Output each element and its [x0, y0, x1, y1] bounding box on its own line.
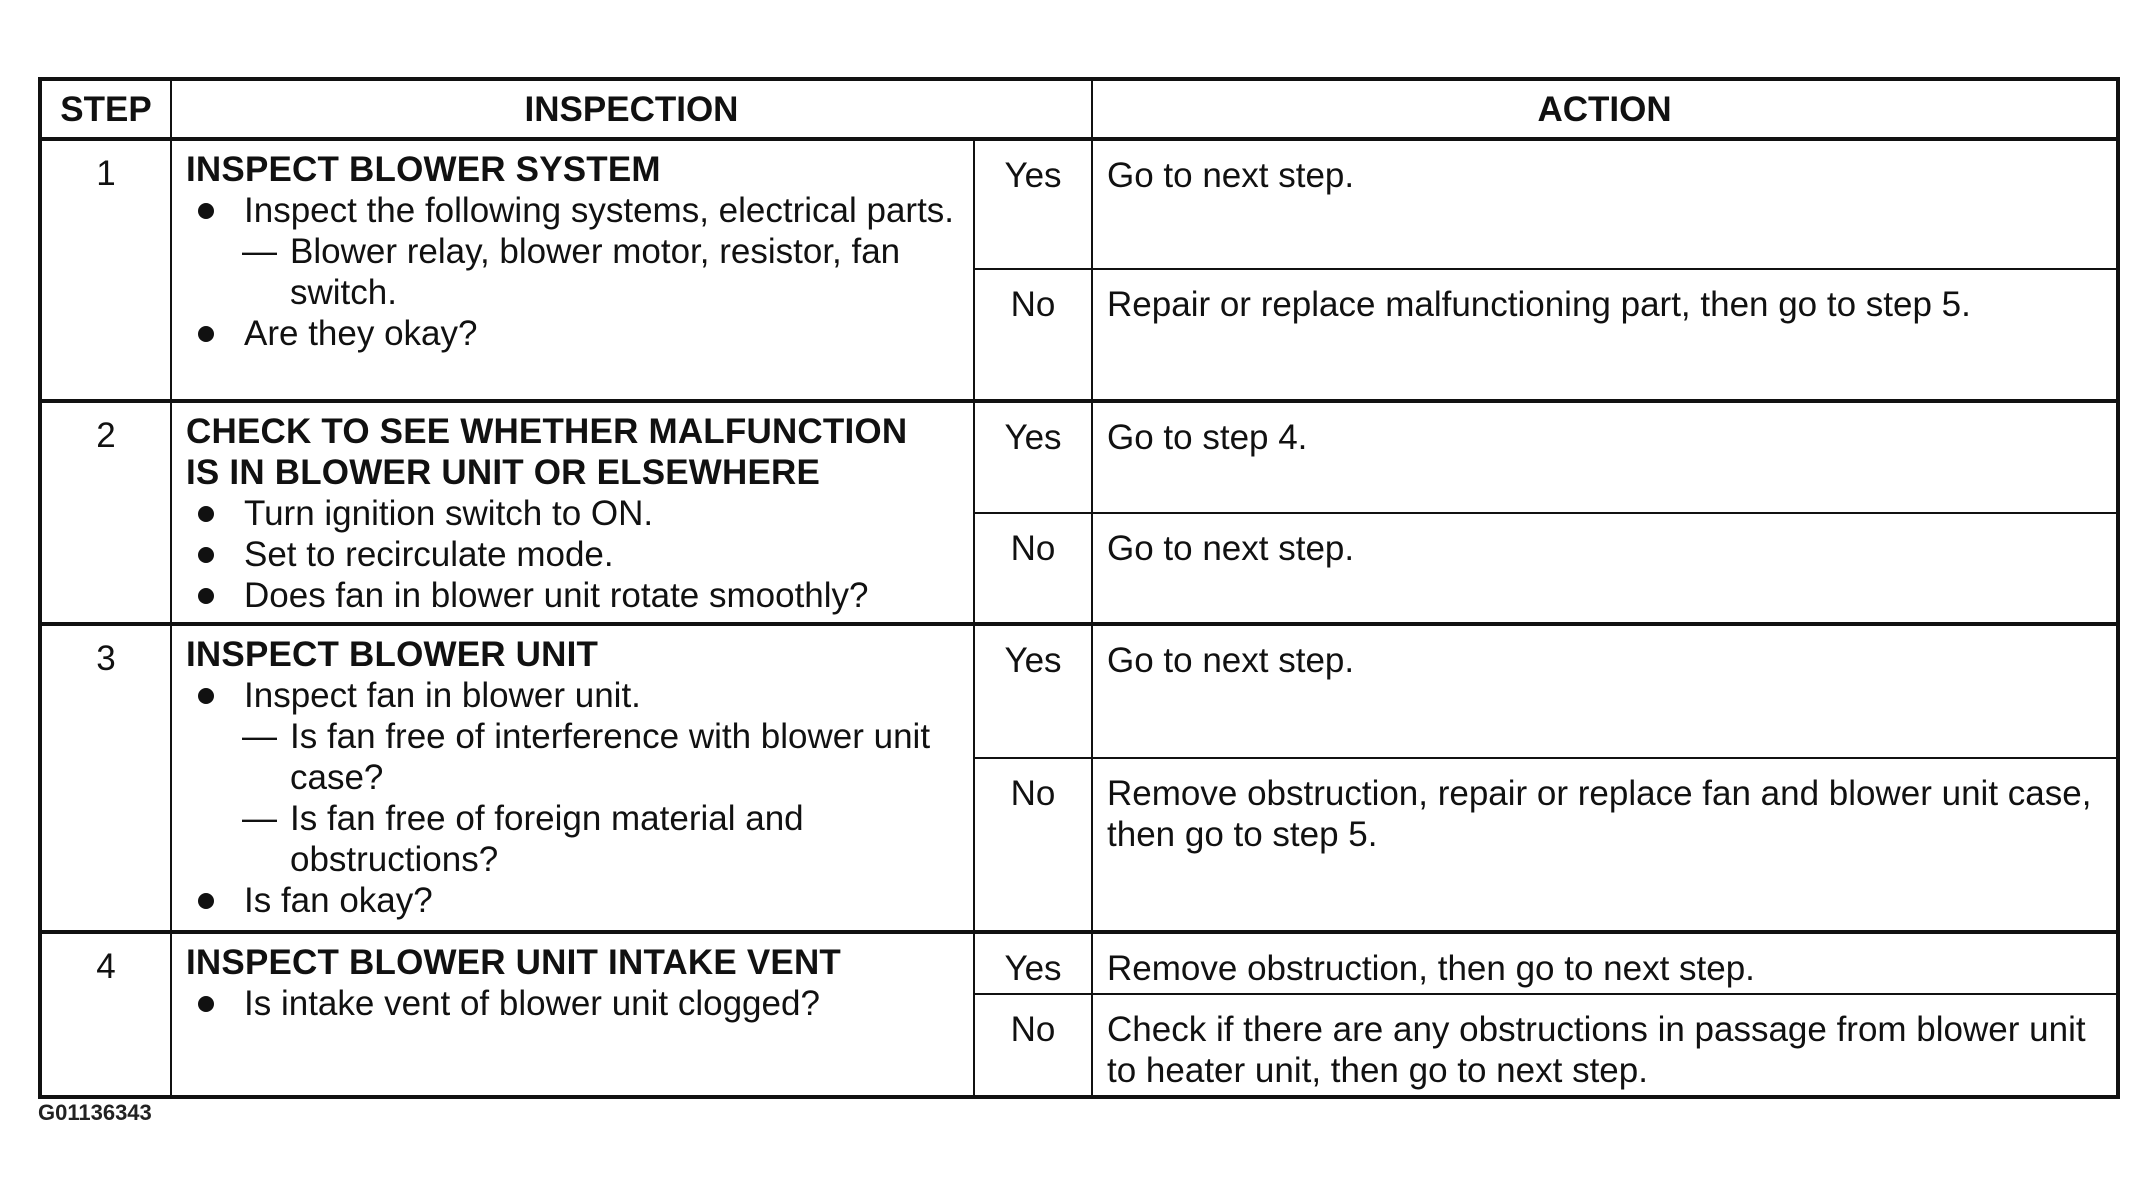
step-number: 4 — [40, 932, 171, 1097]
no-label: No — [974, 269, 1092, 401]
bullet-item: Set to recirculate mode. — [186, 534, 963, 575]
inspection-title: CHECK TO SEE WHETHER MALFUNCTION — [186, 412, 908, 451]
no-action: Check if there are any obstructions in passage from blower unit to heater unit, then go to next step. — [1092, 994, 2118, 1097]
table-body — [40, 139, 2118, 1097]
no-action: Remove obstruction, repair or replace fan and blower unit case, then go to step 5. — [1092, 758, 2118, 932]
bullet-item: Does fan in blower unit rotate smoothly? — [186, 575, 963, 616]
dash-item: — Is fan free of foreign material and obstructions? — [186, 798, 963, 880]
bullet-item: Inspect fan in blower unit. — [186, 675, 963, 716]
dash-item: — Blower relay, blower motor, resistor, fan switch. — [186, 231, 963, 313]
step-number: 3 — [40, 624, 171, 932]
yes-action: Remove obstruction, then go to next step. — [1092, 932, 2118, 994]
yes-action: Go to next step. — [1092, 139, 2118, 269]
step-row-yes — [40, 932, 2118, 994]
yes-label: Yes — [974, 624, 1092, 758]
step-number: 1 — [40, 139, 171, 401]
dash-item: — Is fan free of interference with blower unit case? — [186, 716, 963, 798]
no-action: Repair or replace malfunctioning part, then go to step 5. — [1092, 269, 2118, 401]
no-label: No — [974, 758, 1092, 932]
yes-action: Go to step 4. — [1092, 401, 2118, 513]
step-row-yes — [40, 401, 2118, 513]
inspection-title: INSPECT BLOWER UNIT INTAKE VENT — [186, 943, 841, 982]
step-row-yes — [40, 624, 2118, 758]
bullet-item: Turn ignition switch to ON. — [186, 493, 963, 534]
figure-id: G01136343 — [38, 1100, 152, 1125]
inspection-cell — [171, 932, 974, 1097]
no-label: No — [974, 513, 1092, 625]
step-number: 2 — [40, 401, 171, 624]
yes-label: Yes — [974, 401, 1092, 513]
bullet-item: Are they okay? — [186, 313, 963, 354]
bullet-item: Inspect the following systems, electrical parts. — [186, 190, 963, 231]
diagnostic-table — [38, 77, 2120, 1099]
inspection-title: IS IN BLOWER UNIT OR ELSEWHERE — [186, 453, 821, 492]
inspection-cell — [171, 624, 974, 932]
header-step: STEP — [40, 79, 171, 139]
header-row — [40, 79, 2118, 139]
yes-label: Yes — [974, 139, 1092, 269]
header-action: ACTION — [1092, 79, 2118, 139]
inspection-title: INSPECT BLOWER UNIT — [186, 635, 599, 674]
no-label: No — [974, 994, 1092, 1097]
inspection-title: INSPECT BLOWER SYSTEM — [186, 150, 661, 189]
inspection-cell — [171, 401, 974, 624]
no-action: Go to next step. — [1092, 513, 2118, 625]
step-row-yes — [40, 139, 2118, 269]
bullet-item: Is intake vent of blower unit clogged? — [186, 983, 963, 1024]
yes-label: Yes — [974, 932, 1092, 994]
yes-action: Go to next step. — [1092, 624, 2118, 758]
header-inspection: INSPECTION — [171, 79, 1092, 139]
bullet-item: Is fan okay? — [186, 880, 963, 921]
inspection-cell — [171, 139, 974, 401]
